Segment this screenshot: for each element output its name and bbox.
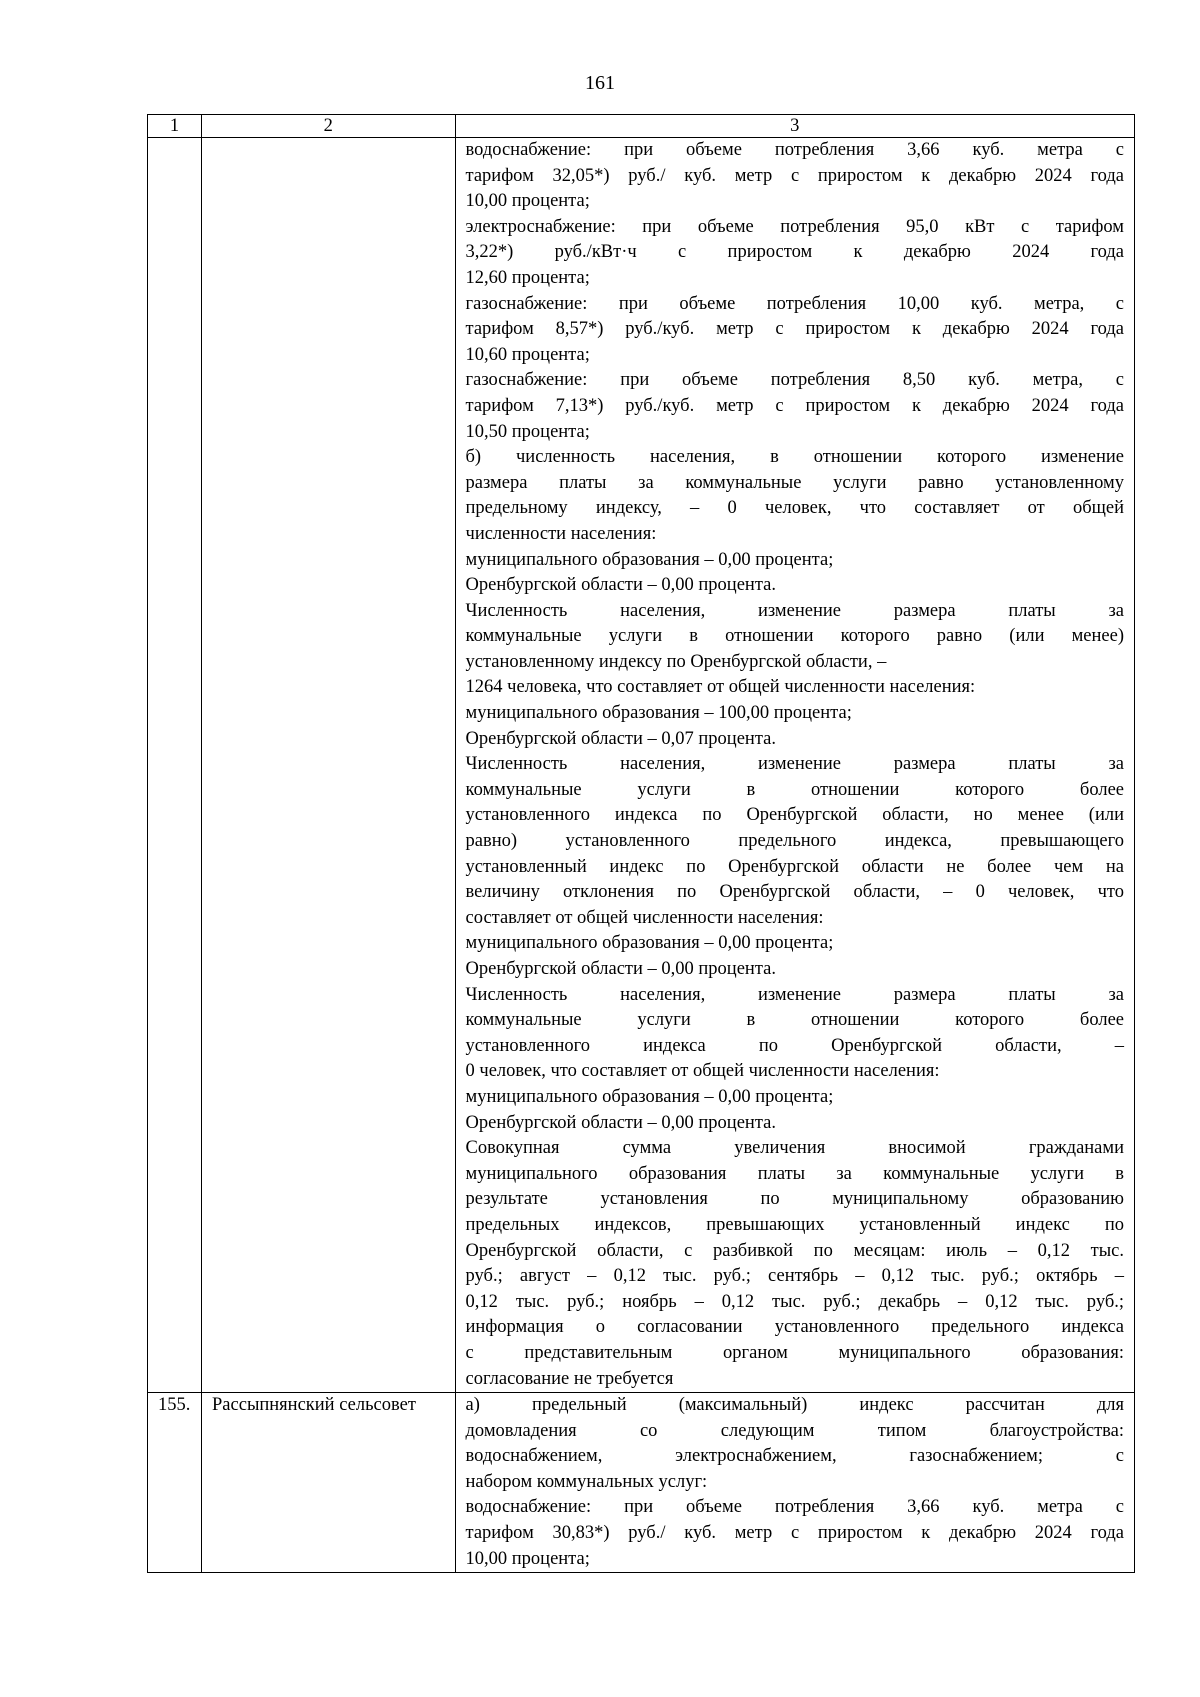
page-number: 161 [585, 72, 615, 94]
text-line: 0 человек, что составляет от общей численности населения: [465, 1061, 940, 1082]
text-line: муниципального образования – 0,00 процента; [465, 1086, 834, 1107]
text-line: газоснабжение: при объеме потребления 10,00 куб. метра, с [465, 293, 1124, 314]
index-description-cell [455, 1393, 1134, 1573]
text-line: размера платы за коммунальные услуги равно установленному [465, 472, 1124, 493]
row-number-cell: 155. [148, 1393, 202, 1573]
text-line: 10,00 процента; [465, 1548, 590, 1569]
text-line: 10,50 процента; [465, 421, 590, 442]
text-line: 10,00 процента; [465, 191, 590, 212]
text-line: результате установления по муниципальному образованию [465, 1189, 1124, 1210]
text-line: газоснабжение: при объеме потребления 8,50 куб. метра, с [465, 370, 1124, 391]
text-line: а) предельный (максимальный) индекс рассчитан для [465, 1395, 1124, 1416]
text-line: Численность населения, изменение размера платы за [465, 984, 1124, 1005]
text-line: муниципального образования – 0,00 процента; [465, 549, 834, 570]
tariff-index-table [147, 114, 1135, 1573]
text-line: 3,22*) руб./кВт·ч с приростом к декабрю 2024 года [465, 242, 1124, 263]
text-line: тарифом 30,83*) руб./ куб. метр с приростом к декабрю 2024 года [465, 1523, 1124, 1544]
text-line: установленного индекса по Оренбургской области, но менее (или [465, 805, 1124, 826]
table-row-155 [148, 1393, 1135, 1573]
text-line: руб.; август – 0,12 тыс. руб.; сентябрь – 0,12 тыс. руб.; октябрь – [465, 1266, 1124, 1287]
text-line: согласование не требуется [465, 1368, 674, 1389]
municipality-name-cell: Рассыпнянский сельсовет [202, 1393, 456, 1573]
text-line: Оренбургской области – 0,07 процента. [465, 728, 776, 749]
column-header-3: 3 [455, 115, 1134, 138]
text-line: установленному индексу по Оренбургской области, – [465, 651, 887, 672]
column-header-1: 1 [148, 115, 202, 138]
text-line: водоснабжение: при объеме потребления 3,66 куб. метра с [465, 140, 1124, 160]
text-line: Оренбургской области, с разбивкой по месяцам: июль – 0,12 тыс. [465, 1240, 1124, 1261]
description-lines [466, 1393, 1124, 1572]
text-line: коммунальные услуги в отношении которого более [465, 1010, 1124, 1031]
text-line: Совокупная сумма увеличения вносимой гражданами [465, 1138, 1124, 1159]
text-line: коммунальные услуги в отношении которого равно (или менее) [465, 626, 1124, 647]
text-line: тарифом 8,57*) руб./куб. метр с приростом к декабрю 2024 года [465, 319, 1124, 340]
text-line: муниципального образования платы за коммунальные услуги в [465, 1163, 1124, 1184]
text-line: численности населения: [465, 523, 657, 544]
text-line: Численность населения, изменение размера платы за [465, 754, 1124, 775]
text-line: тарифом 32,05*) руб./ куб. метр с приростом к декабрю 2024 года [465, 165, 1124, 186]
text-line: предельных индексов, превышающих установленный индекс по [465, 1214, 1124, 1235]
text-line: предельному индексу, – 0 человек, что составляет от общей [465, 498, 1124, 519]
text-line: 12,60 процента; [465, 267, 590, 288]
text-line: коммунальные услуги в отношении которого более [465, 779, 1124, 800]
text-line: набором коммунальных услуг: [465, 1471, 708, 1492]
text-line: Численность населения, изменение размера платы за [465, 600, 1124, 621]
text-line: муниципального образования – 100,00 процента; [465, 703, 852, 724]
text-line: тарифом 7,13*) руб./куб. метр с приростом к декабрю 2024 года [465, 395, 1124, 416]
text-line: 1264 человека, что составляет от общей численности населения: [465, 677, 976, 698]
column-header-2: 2 [202, 115, 456, 138]
text-line: б) численность населения, в отношении которого изменение [465, 447, 1124, 468]
text-line: установленный индекс по Оренбургской области не более чем на [465, 856, 1124, 877]
text-line: составляет от общей численности населения: [465, 907, 824, 928]
text-line: Оренбургской области – 0,00 процента. [465, 959, 776, 979]
text-line: Оренбургской области – 0,00 процента. [465, 1112, 776, 1133]
text-line: равно) установленного предельного индекса, превышающего [465, 831, 1124, 852]
text-line: с представительным органом муниципального образования: [465, 1342, 1124, 1363]
text-line: домовладения со следующим типом благоустройства: [465, 1420, 1124, 1441]
text-line: водоснабжение: при объеме потребления 3,66 куб. метра с [465, 1497, 1124, 1518]
text-line: Оренбургской области – 0,00 процента. [465, 575, 776, 596]
municipality-name-cell [202, 138, 456, 1393]
text-line: 10,60 процента; [465, 344, 590, 365]
text-line: информация о согласовании установленного предельного индекса [465, 1317, 1124, 1338]
table-row-continuation [148, 138, 1135, 1393]
text-line: установленного индекса по Оренбургской области, – [465, 1035, 1124, 1056]
index-description-cell [455, 138, 1134, 1393]
text-line: электроснабжение: при объеме потребления 95,0 кВт с тарифом [465, 216, 1124, 237]
text-line: муниципального образования – 0,00 процента; [465, 933, 834, 954]
description-lines [466, 138, 1124, 1392]
text-line: водоснабжением, электроснабжением, газоснабжением; с [465, 1446, 1124, 1467]
text-line: величину отклонения по Оренбургской области, – 0 человек, что [465, 882, 1124, 903]
table-header-row [148, 115, 1135, 138]
text-line: 0,12 тыс. руб.; ноябрь – 0,12 тыс. руб.; декабрь – 0,12 тыс. руб.; [465, 1291, 1124, 1312]
row-number-cell [148, 138, 202, 1393]
